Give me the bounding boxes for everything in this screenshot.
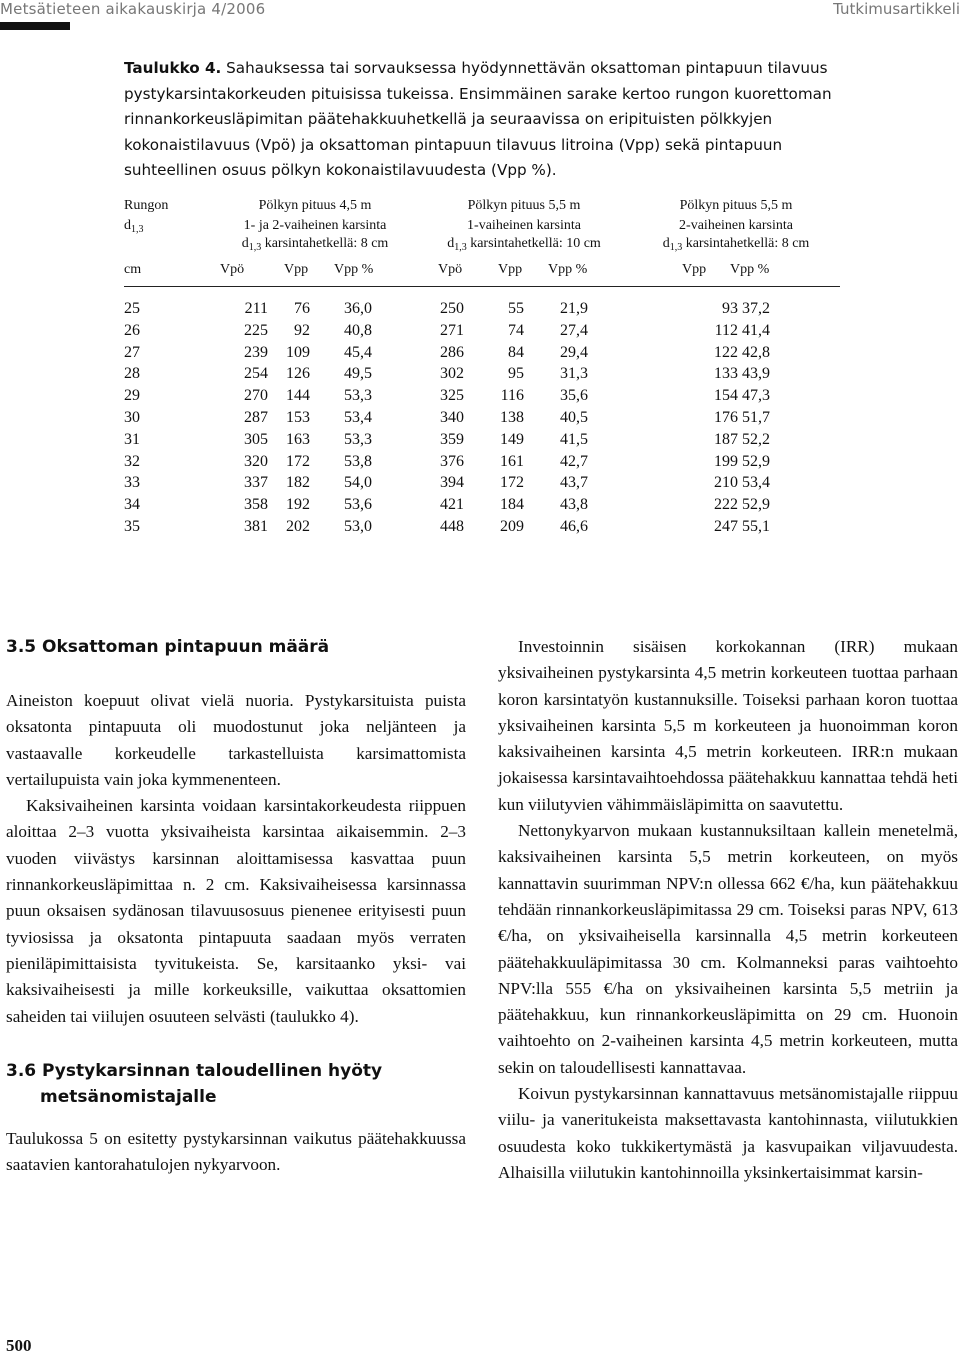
group2-method: 1-vaiheinen karsinta	[467, 218, 581, 233]
paragraph: Investoinnin sisäisen korkokannan (IRR) mukaan yksivaiheinen pystykarsinta 4,5 metrin korkeuteen tuottaa parhaan koron karsintatyön kustannuksille. Toiseksi parhaan koron tuottaa yksivaiheinen karsinta 5,5 m korkeuteen ja huonoimman koron kaksivaiheinen karsinta 4,5 metrin korkeuteen. IRR:n mukaan jokaisessa karsintavaihtoehdossa päätehakkuu kannattaa tehdä heti kun viilutyvien vähimmäisläpimitta on saavutettu.	[498, 637, 958, 814]
table-cell: 109	[286, 343, 310, 361]
table-cell: 122	[714, 343, 738, 361]
group2-title: Pölkyn pituus 5,5 m	[467, 198, 581, 213]
table-row	[124, 365, 840, 387]
table-cell: 270	[244, 387, 268, 405]
table-cell: 41,5	[560, 430, 588, 448]
table-cell: 54,0	[344, 474, 372, 492]
table-cell: 53,4	[344, 409, 372, 426]
table-cell: 52,9	[742, 496, 770, 514]
table-cell: 211	[244, 300, 268, 317]
table-cell: 31	[124, 430, 140, 448]
table-cell: 40,5	[560, 409, 588, 426]
table-cell: 53,6	[344, 496, 372, 514]
table-cell: 153	[286, 409, 310, 426]
table-cell: 254	[244, 365, 268, 383]
table-cell: 320	[244, 452, 268, 470]
table-cell: 53,3	[344, 387, 372, 405]
table-cell: 95	[508, 365, 524, 383]
table-cell: 176	[714, 409, 738, 426]
unit-vpp-pct-1: Vpp %	[334, 262, 374, 277]
table-cell: 26	[124, 321, 140, 339]
table-cell: 27	[124, 343, 140, 361]
table-cell: 30	[124, 409, 140, 426]
table-cell: 184	[500, 496, 524, 514]
right-column	[498, 634, 958, 1186]
table-cell: 53,3	[344, 430, 372, 448]
table-cell: 29	[124, 387, 140, 405]
section-heading-3-6: 3.6 Pystykarsinnan taloudellinen hyöty metsänomistajalle	[6, 1060, 383, 1107]
group3-diameter: $d_{1,3}$ karsintahetkellä: 8 cm	[662, 236, 810, 253]
paragraph: Koivun pystykarsinnan kannattavuus metsänomistajalle riippuu viilu- ja vaneritukeista maksettavasta kantohinnasta, viilutukkien osuudesta koko tukkikertymästä ja kasvupaikan viljavuudesta. Alhaisilla viilutukin kantohinnoilla yksinkertaisimmat karsin-	[498, 1084, 958, 1182]
table-cell: 92	[294, 321, 310, 339]
table-cell: 46,6	[560, 518, 588, 535]
journal-title: Metsätieteen aikakauskirja 4/2006	[0, 0, 266, 18]
paragraph: Nettonykyarvon mukaan kustannuksiltaan kallein menetelmä, kaksivaiheinen karsinta 5,5 metrin korkeuteen, on myös kannattavin suurimman NPV:n ollessa 662 €/ha, kun päätehakkuu tehdään rinnankorkeusläpimitassa 29 cm. Toiseksi paras NPV, 613 €/ha, on yksivaiheisella karsinnalla 4,5 metrin korkeuteen päätehakkuuläpimitassa 30 cm. Kolmanneksi paras vaihtoehto NPV:lla 555 €/ha on yksivaiheinen karsinta 5,5 metriin ja päätehakkuu, kun rinnankorkeusläpimitta on 29 cm. Huonoin vaihtoehto on 2-vaiheinen karsinta 4,5 metrin korkeuteen, mutta sekin on taloudellisesti kannattavaa.	[498, 821, 958, 1077]
table-cell: 302	[440, 365, 464, 383]
table-cell: 49,5	[344, 365, 372, 383]
table-cell: 359	[440, 430, 464, 448]
table-header-rule	[124, 286, 840, 287]
table-cell: 55,1	[742, 518, 770, 535]
table-cell: 286	[440, 343, 464, 361]
table-row	[124, 496, 840, 518]
table-cell: 381	[244, 518, 268, 535]
table-cell: 225	[244, 321, 268, 339]
table-cell: 32	[124, 452, 140, 470]
table-row	[124, 518, 840, 540]
table-cell: 28	[124, 365, 140, 383]
table-cell: 36,0	[344, 300, 372, 317]
group1-diameter: $d_{1,3}$ karsintahetkellä: 8 cm	[241, 236, 389, 253]
table-cell: 42,7	[560, 452, 588, 470]
running-header	[0, 0, 960, 24]
header-bar	[0, 22, 70, 30]
table-cell: 53,0	[344, 518, 372, 535]
table-cell: 144	[286, 387, 310, 405]
table-cell: 163	[286, 430, 310, 448]
table-cell: 43,8	[560, 496, 588, 514]
table-cell: 74	[508, 321, 524, 339]
unit-vpo-2: Vpö	[438, 262, 463, 277]
table-cell: 40,8	[344, 321, 372, 339]
paragraph: Taulukossa 5 on esitetty pystykarsinnan vaikutus päätehakkuussa saatavien kantorahatulojen nykyarvoon.	[6, 1128, 466, 1175]
table-cell: 448	[440, 518, 464, 535]
table-cell: 112	[714, 321, 738, 339]
unit-vpp-2: Vpp	[498, 262, 523, 277]
table-row	[124, 453, 840, 475]
table-cell: 182	[286, 474, 310, 492]
table-cell: 325	[440, 387, 464, 405]
table-cell: 271	[440, 321, 464, 339]
table-cell: 376	[440, 452, 464, 470]
table-cell: 287	[244, 409, 268, 426]
table-cell: 41,4	[742, 321, 770, 339]
table-cell: 55	[508, 300, 524, 317]
unit-vpo-1: Vpö	[220, 262, 245, 277]
table-cell: 53,8	[344, 452, 372, 470]
section-label: Tutkimusartikkeli	[833, 0, 960, 18]
table-cell: 305	[244, 430, 268, 448]
table-cell: 421	[440, 496, 464, 514]
caption-label: Taulukko 4.	[124, 59, 222, 77]
table-row	[124, 409, 840, 431]
table-cell: 52,9	[742, 452, 770, 470]
table-cell: 199	[714, 452, 738, 470]
unit-cm: cm	[124, 262, 142, 277]
table-cell: 43,7	[560, 474, 588, 492]
left-column	[6, 634, 466, 1178]
table-cell: 31,3	[560, 365, 588, 383]
table-cell: 45,4	[344, 343, 372, 361]
table-cell: 340	[440, 409, 464, 426]
table-cell: 149	[500, 430, 524, 448]
table-cell: 209	[500, 518, 524, 535]
unit-vpp-1: Vpp	[284, 262, 309, 277]
table-cell: 25	[124, 300, 140, 317]
group1-title: Pölkyn pituus 4,5 m	[258, 198, 372, 213]
table-cell: 394	[440, 474, 464, 492]
table-cell: 202	[286, 518, 310, 535]
table-cell: 358	[244, 496, 268, 514]
table-row	[124, 344, 840, 366]
group2-diameter: $d_{1,3}$ karsintahetkellä: 10 cm	[447, 236, 601, 253]
page-number: 500	[6, 1336, 32, 1355]
table-row	[124, 474, 840, 496]
table-cell: 76	[294, 300, 310, 317]
table-cell: 222	[714, 496, 738, 514]
unit-vpp-pct-2: Vpp %	[548, 262, 588, 277]
table-cell: 33	[124, 474, 140, 492]
table-cell: 27,4	[560, 321, 588, 339]
table-cell: 116	[500, 387, 524, 405]
col0-line1: Rungon	[124, 198, 169, 213]
table-cell: 172	[286, 452, 310, 470]
table-cell: 29,4	[560, 343, 588, 361]
table-cell: 35,6	[560, 387, 588, 405]
table-cell: 187	[714, 430, 738, 448]
table-cell: 133	[714, 365, 738, 383]
table-cell: 34	[124, 496, 140, 514]
unit-vpp-pct-3: Vpp %	[730, 262, 770, 277]
table-cell: 192	[286, 496, 310, 514]
table-row	[124, 300, 840, 322]
table-cell: 21,9	[560, 300, 588, 317]
table-cell: 247	[714, 518, 738, 535]
unit-vpp-3: Vpp	[682, 262, 707, 277]
table-row	[124, 322, 840, 344]
table-caption	[124, 56, 840, 184]
group3-title: Pölkyn pituus 5,5 m	[679, 198, 793, 213]
table-cell: 210	[714, 474, 738, 492]
table-row	[124, 387, 840, 409]
table-cell: 172	[500, 474, 524, 492]
table-cell: 138	[500, 409, 524, 426]
table-cell: 52,2	[742, 430, 770, 448]
section-heading-3-5: 3.5 Oksattoman pintapuun määrä	[6, 637, 330, 657]
table-row	[124, 431, 840, 453]
paragraph: Kaksivaiheinen karsinta voidaan karsintakorkeudesta riippuen aloittaa 2–3 vuotta yksivaiheista karsintaa aikaisemmin. 2–3 vuoden viivästys karsinnan aloittamisessa kasvattaa puun rinnankorkeusläpimittaa n. 2 cm. Kaksivaiheisessa karsinnassa puun oksaisen sydänosan tilavuusosuus pienenee erityisesti puun tyviosissa ja oksatonta pintapuuta saadaan myös verraten pieniläpimittaisista tyvitukeista. Se, karsitaanko yksi- vai kaksivaiheisesti ja mille korkeuksille, vaikuttaa oksattomien saheiden tai viilujen osuuteen selvästi (taulukko 4).	[6, 796, 466, 1026]
table-cell: 37,2	[742, 300, 770, 317]
table-cell: 42,8	[742, 343, 770, 361]
group3-method: 2-vaiheinen karsinta	[679, 218, 793, 233]
table-cell: 154	[714, 387, 738, 405]
table-cell: 43,9	[742, 365, 770, 383]
table-cell: 93	[722, 300, 738, 317]
paragraph: Aineiston koepuut olivat vielä nuoria. Pystykarsituista puista oksatonta pintapuuta oli muodostunut joka neljänteen ja vastaavalle korkeudelle tarkastelluista karsimattomista vertailupuista vain joka kymmenenteen.	[6, 691, 466, 789]
table-cell: 47,3	[742, 387, 770, 405]
col0-line2: $d_{1,3}$	[124, 218, 144, 235]
table-cell: 35	[124, 518, 140, 535]
group1-method: 1- ja 2-vaiheinen karsinta	[243, 218, 387, 233]
table-cell: 126	[286, 365, 310, 383]
table-cell: 53,4	[742, 474, 770, 492]
table-cell: 51,7	[742, 409, 770, 426]
table-cell: 84	[508, 343, 524, 361]
table-cell: 250	[440, 300, 464, 317]
table-cell: 337	[244, 474, 268, 492]
caption-text: Sahauksessa tai sorvauksessa hyödynnettävän oksattoman pintapuun tilavuus pystykarsintakorkeuden pituisissa tukeissa. Ensimmäinen sarake kertoo rungon kuorettoman rinnankorkeusläpimitan päätehakkuuhetkellä ja seuraavissa on eripituisten pölkkyjen kokonaistilavuus (Vpö) ja oksattoman pintapuun tilavuus litroina (Vpp) sekä pintapuun suhteellinen osuus pölkyn kokonaistilavuudesta (Vpp %).	[124, 59, 832, 179]
table-cell: 239	[244, 343, 268, 361]
table-cell: 161	[500, 452, 524, 470]
